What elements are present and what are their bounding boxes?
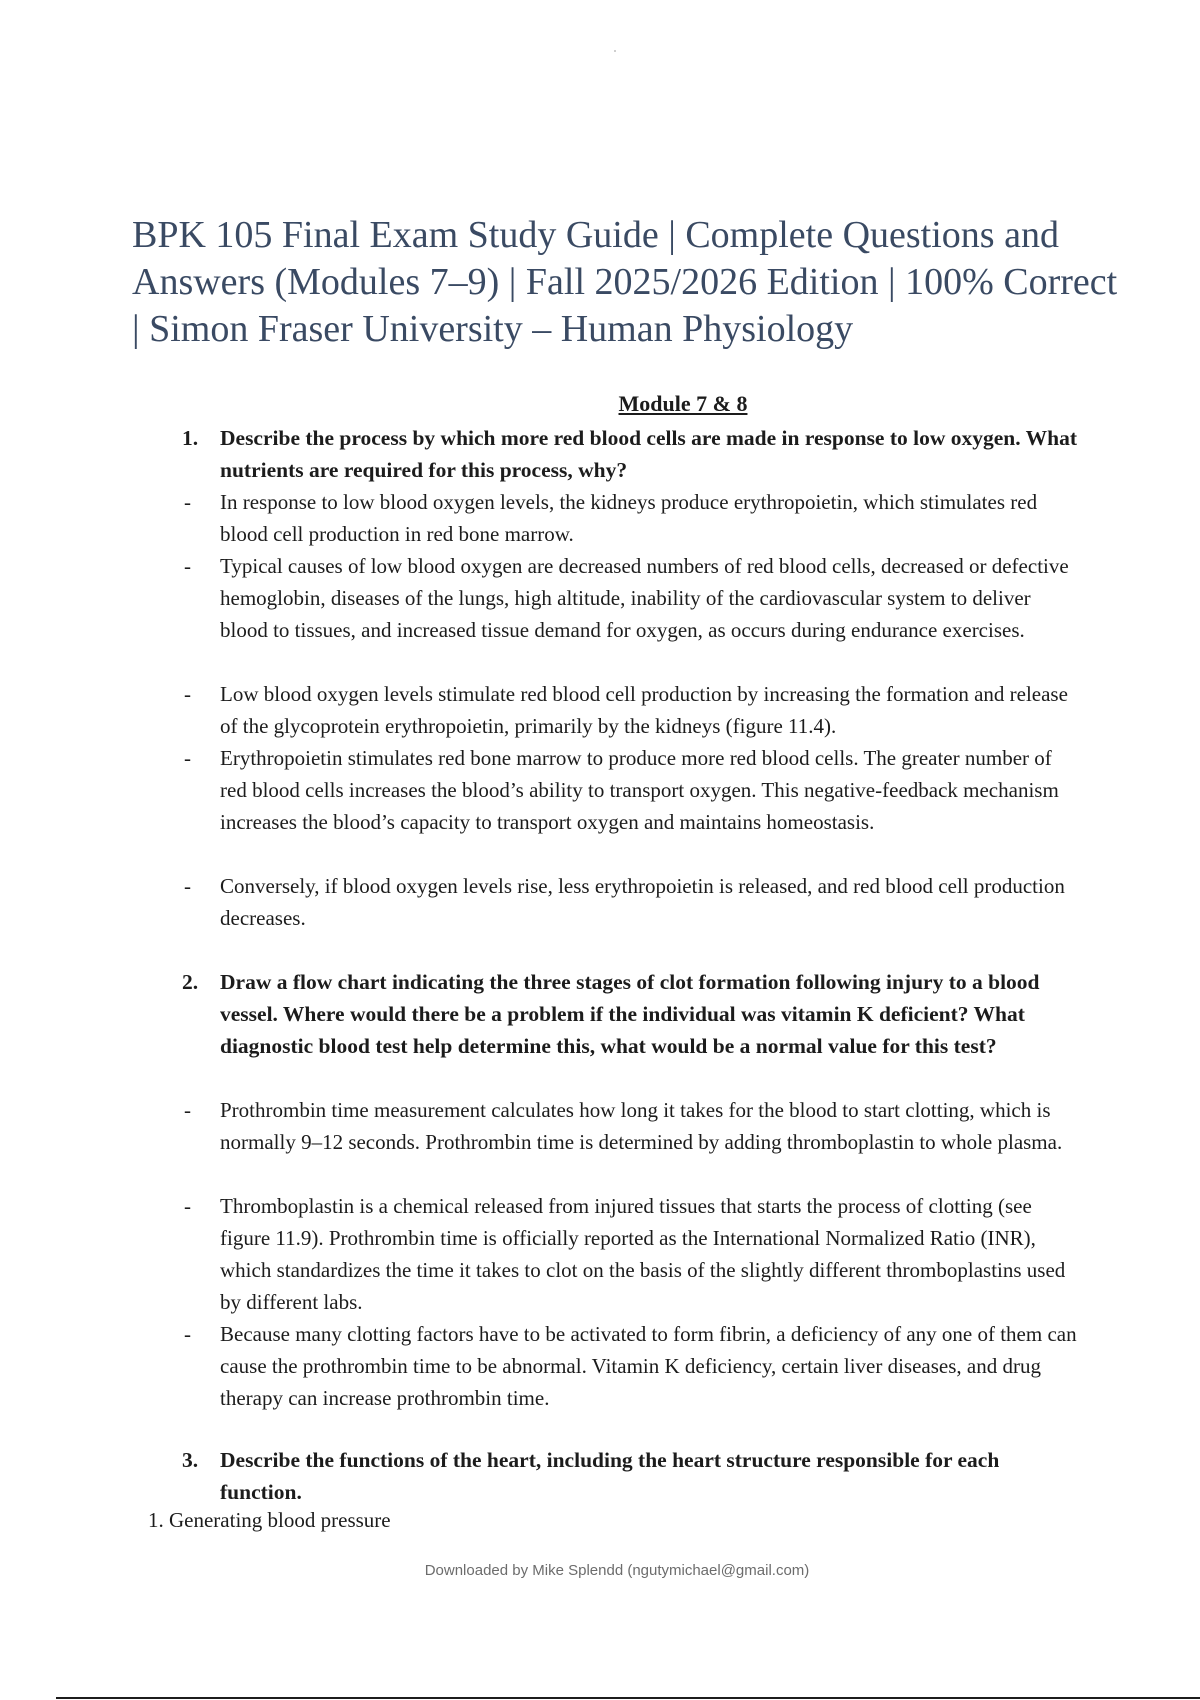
question-number: 3. bbox=[182, 1448, 199, 1472]
bullet-dash: - bbox=[184, 1194, 191, 1218]
bullet-dash: - bbox=[184, 490, 191, 514]
bullet-dash: - bbox=[184, 682, 191, 706]
bullet-dash: - bbox=[184, 554, 191, 578]
bullet-dash: - bbox=[184, 1322, 191, 1346]
page-bottom-rule bbox=[56, 1697, 1200, 1699]
question-text: Describe the functions of the heart, including the heart structure responsible for each function. bbox=[220, 1448, 1000, 1504]
answer-bullet bbox=[182, 486, 1082, 550]
question-number: 2. bbox=[182, 970, 199, 994]
answer-bullet bbox=[182, 1318, 1082, 1414]
question-text: Draw a flow chart indicating the three stages of clot formation following injury to a blood vessel. Where would there be a problem if the individual was vitamin K deficient? What diagnostic blood test help determine this, what would be a normal value for this test? bbox=[220, 970, 1040, 1058]
answer-bullet bbox=[182, 678, 1082, 742]
bullet-text: Prothrombin time measurement calculates how long it takes for the blood to start clotting, which is normally 9–12 seconds. Prothrombin time is determined by adding thromboplastin to whole plasma. bbox=[220, 1098, 1063, 1154]
download-footer: Downloaded by Mike Splendd (ngutymichael@gmail.com) bbox=[424, 1562, 810, 1579]
page-speck bbox=[614, 50, 616, 52]
answer-bullet bbox=[182, 870, 1082, 934]
bullet-dash: - bbox=[184, 746, 191, 770]
module-heading: Module 7 & 8 bbox=[618, 391, 748, 416]
bullet-text: Conversely, if blood oxygen levels rise, less erythropoietin is released, and red blood cell production decreases. bbox=[220, 874, 1065, 930]
answer-bullet bbox=[182, 742, 1082, 838]
bullet-text: Thromboplastin is a chemical released from injured tissues that starts the process of clotting (see figure 11.9). Prothrombin time is officially reported as the International Normalized Ratio (INR), which standardizes the time it takes to clot on the basis of the slightly different thromboplastins used by different labs. bbox=[220, 1194, 1066, 1314]
answer-bullet bbox=[182, 550, 1082, 646]
bullet-text: Low blood oxygen levels stimulate red blood cell production by increasing the formation and release of the glycoprotein erythropoietin, primarily by the kidneys (figure 11.4). bbox=[220, 682, 1068, 738]
bullet-dash: - bbox=[184, 874, 191, 898]
question-3 bbox=[182, 1444, 1082, 1508]
question-2 bbox=[182, 966, 1082, 1062]
numbered-sub-item: 1. Generating blood pressure bbox=[148, 1508, 391, 1532]
bullet-text: Because many clotting factors have to be activated to form fibrin, a deficiency of any one of them can cause the prothrombin time to be abnormal. Vitamin K deficiency, certain liver diseases, and drug therapy can increase prothrombin time. bbox=[220, 1322, 1077, 1410]
bullet-text: In response to low blood oxygen levels, the kidneys produce erythropoietin, which stimulates red blood cell production in red bone marrow. bbox=[220, 490, 1038, 546]
answer-bullet bbox=[182, 1094, 1082, 1158]
question-text: Describe the process by which more red blood cells are made in response to low oxygen. What nutrients are required for this process, why? bbox=[220, 426, 1077, 482]
bullet-text: Erythropoietin stimulates red bone marrow to produce more red blood cells. The greater number of red blood cells increases the blood’s ability to transport oxygen. This negative-feedback mechanism increases the blood’s capacity to transport oxygen and maintains homeostasis. bbox=[220, 746, 1059, 834]
bullet-text: Typical causes of low blood oxygen are decreased numbers of red blood cells, decreased or defective hemoglobin, diseases of the lungs, high altitude, inability of the cardiovascular system to deliver blood to tissues, and increased tissue demand for oxygen, as occurs during endurance exercises. bbox=[220, 554, 1069, 642]
question-number: 1. bbox=[182, 426, 199, 450]
document-title: BPK 105 Final Exam Study Guide | Complete Questions and Answers (Modules 7–9) | Fall 2025/2026 Edition | 100% Correct | Simon Fraser University – Human Physiology bbox=[132, 214, 1118, 350]
question-1 bbox=[182, 422, 1082, 486]
bullet-dash: - bbox=[184, 1098, 191, 1122]
answer-bullet bbox=[182, 1190, 1082, 1318]
